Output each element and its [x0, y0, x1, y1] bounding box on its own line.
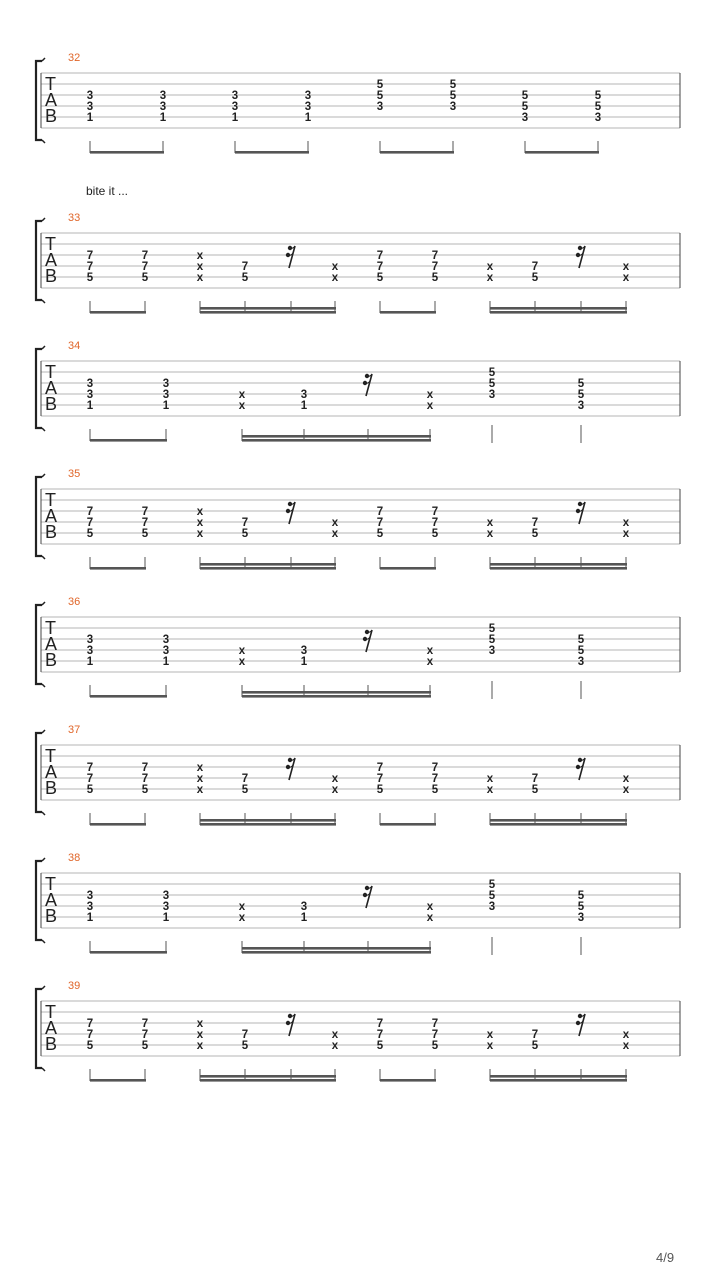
dead-note: x — [331, 1029, 339, 1041]
bracket-hook — [42, 346, 45, 349]
fret-number: 5 — [531, 272, 539, 284]
note-beam — [490, 823, 627, 826]
tab-clef-letter: B — [45, 106, 58, 126]
fret-number: 5 — [376, 79, 384, 91]
note-beam — [490, 1075, 627, 1078]
dead-note: x — [486, 528, 494, 540]
tab-clef-letter: T — [45, 490, 56, 510]
dead-note: x — [196, 1029, 204, 1041]
fret-number: 5 — [531, 1040, 539, 1052]
note-beam — [90, 151, 164, 154]
fret-number: 5 — [577, 645, 585, 657]
note-beam — [380, 567, 436, 570]
note-beam — [200, 819, 336, 822]
fret-number: 5 — [86, 1040, 94, 1052]
dead-note: x — [426, 645, 434, 657]
fret-number: 5 — [376, 784, 384, 796]
bracket-hook — [42, 730, 45, 733]
dead-note: x — [196, 1018, 204, 1030]
fret-number: 7 — [431, 1018, 439, 1030]
dead-note: x — [486, 1040, 494, 1052]
dead-note: x — [196, 762, 204, 774]
fret-number: 5 — [141, 784, 149, 796]
dead-note: x — [238, 912, 246, 924]
fret-number: 7 — [141, 762, 149, 774]
sixteenth-rest — [286, 1014, 295, 1036]
note-beam — [490, 307, 627, 310]
fret-number: 5 — [431, 784, 439, 796]
fret-number: 5 — [431, 272, 439, 284]
measure-number: 38 — [68, 852, 81, 864]
dead-note: x — [196, 517, 204, 529]
fret-number: 7 — [376, 517, 384, 529]
fret-number: 7 — [86, 517, 94, 529]
tab-clef-letter: B — [45, 778, 58, 798]
sixteenth-rest — [286, 758, 295, 780]
dead-note: x — [196, 528, 204, 540]
fret-number: 3 — [300, 901, 308, 913]
bracket-hook — [42, 140, 45, 143]
note-beam — [242, 439, 431, 442]
tab-clef-letter: A — [45, 634, 58, 654]
fret-number: 1 — [86, 400, 94, 412]
fret-number: 5 — [594, 101, 602, 113]
dead-note: x — [196, 506, 204, 518]
tab-clef-letter: A — [45, 506, 58, 526]
fret-number: 7 — [431, 261, 439, 273]
note-beam — [490, 1079, 627, 1082]
fret-number: 3 — [304, 101, 312, 113]
tab-system — [36, 724, 680, 826]
tab-system — [36, 340, 680, 443]
fret-number: 5 — [594, 90, 602, 102]
fret-number: 1 — [162, 912, 170, 924]
fret-number: 3 — [300, 645, 308, 657]
fret-number: 7 — [531, 1029, 539, 1041]
fret-number: 7 — [431, 1029, 439, 1041]
fret-number: 3 — [300, 389, 308, 401]
tab-clef-letter: B — [45, 906, 58, 926]
tab-clef-letter: T — [45, 618, 56, 638]
note-beam — [200, 563, 336, 566]
fret-number: 7 — [86, 261, 94, 273]
tab-clef-letter: A — [45, 1018, 58, 1038]
fret-number: 5 — [241, 1040, 249, 1052]
dead-note: x — [238, 645, 246, 657]
fret-number: 7 — [531, 517, 539, 529]
note-beam — [380, 151, 454, 154]
fret-number: 7 — [141, 773, 149, 785]
fret-number: 7 — [376, 1029, 384, 1041]
sixteenth-rest — [576, 758, 585, 780]
measure-number: 39 — [68, 980, 81, 992]
fret-number: 5 — [521, 101, 529, 113]
tab-clef-letter: A — [45, 250, 58, 270]
fret-number: 3 — [86, 378, 94, 390]
dead-note: x — [622, 517, 630, 529]
dead-note: x — [196, 1040, 204, 1052]
tab-system — [36, 852, 680, 955]
note-beam — [490, 311, 627, 314]
sixteenth-rest — [286, 502, 295, 524]
dead-note: x — [426, 389, 434, 401]
fret-number: 7 — [86, 1018, 94, 1030]
fret-number: 3 — [162, 378, 170, 390]
fret-number: 7 — [86, 506, 94, 518]
sixteenth-rest — [576, 246, 585, 268]
dead-note: x — [196, 261, 204, 273]
tab-clef-letter: A — [45, 762, 58, 782]
fret-number: 5 — [488, 634, 496, 646]
tab-system — [36, 596, 680, 699]
fret-number: 5 — [577, 634, 585, 646]
fret-number: 7 — [431, 506, 439, 518]
fret-number: 1 — [304, 112, 312, 124]
note-beam — [490, 563, 627, 566]
fret-number: 7 — [376, 261, 384, 273]
bracket-hook — [42, 602, 45, 605]
sixteenth-rest — [576, 502, 585, 524]
fret-number: 1 — [231, 112, 239, 124]
dead-note: x — [426, 901, 434, 913]
bracket-hook — [42, 58, 45, 61]
note-beam — [242, 695, 431, 698]
dead-note: x — [486, 773, 494, 785]
tab-system — [36, 980, 680, 1082]
note-beam — [90, 439, 167, 442]
fret-number: 7 — [141, 1029, 149, 1041]
fret-number: 5 — [488, 367, 496, 379]
tab-clef-letter: A — [45, 378, 58, 398]
fret-number: 1 — [159, 112, 167, 124]
fret-number: 3 — [162, 389, 170, 401]
bracket-hook — [42, 858, 45, 861]
fret-number: 3 — [86, 901, 94, 913]
note-beam — [200, 567, 336, 570]
fret-number: 3 — [162, 645, 170, 657]
dead-note: x — [196, 784, 204, 796]
bracket-hook — [42, 1068, 45, 1071]
note-beam — [90, 311, 146, 314]
tab-clef-letter: T — [45, 1002, 56, 1022]
dead-note: x — [486, 261, 494, 273]
dead-note: x — [622, 272, 630, 284]
tab-system — [36, 52, 680, 154]
fret-number: 3 — [488, 645, 496, 657]
measure-number: 32 — [68, 52, 81, 64]
tab-clef-letter: B — [45, 1034, 58, 1054]
lyric-text: bite it ... — [86, 184, 129, 198]
fret-number: 3 — [488, 901, 496, 913]
fret-number: 5 — [86, 528, 94, 540]
fret-number: 7 — [241, 773, 249, 785]
note-beam — [90, 823, 146, 826]
fret-number: 5 — [431, 1040, 439, 1052]
fret-number: 5 — [241, 784, 249, 796]
fret-number: 5 — [531, 528, 539, 540]
fret-number: 5 — [376, 1040, 384, 1052]
fret-number: 5 — [141, 272, 149, 284]
fret-number: 7 — [431, 762, 439, 774]
tab-clef-letter: B — [45, 394, 58, 414]
fret-number: 5 — [241, 528, 249, 540]
measure-number: 36 — [68, 596, 81, 608]
dead-note: x — [486, 1029, 494, 1041]
bracket-hook — [42, 986, 45, 989]
fret-number: 3 — [86, 389, 94, 401]
fret-number: 3 — [162, 890, 170, 902]
fret-number: 7 — [141, 250, 149, 262]
dead-note: x — [196, 773, 204, 785]
tab-system — [36, 468, 680, 570]
page-number: 4/9 — [656, 1250, 675, 1265]
tab-clef-letter: T — [45, 746, 56, 766]
fret-number: 7 — [86, 250, 94, 262]
fret-number: 7 — [531, 261, 539, 273]
fret-number: 3 — [162, 901, 170, 913]
tab-clef-letter: B — [45, 522, 58, 542]
bracket-hook — [42, 556, 45, 559]
note-beam — [242, 691, 431, 694]
fret-number: 7 — [376, 1018, 384, 1030]
fret-number: 7 — [86, 773, 94, 785]
dead-note: x — [238, 901, 246, 913]
fret-number: 1 — [162, 656, 170, 668]
fret-number: 3 — [86, 90, 94, 102]
dead-note: x — [622, 784, 630, 796]
note-beam — [380, 311, 436, 314]
fret-number: 3 — [577, 912, 585, 924]
dead-note: x — [426, 912, 434, 924]
dead-note: x — [238, 389, 246, 401]
tab-clef-letter: T — [45, 362, 56, 382]
dead-note: x — [622, 261, 630, 273]
measure-number: 35 — [68, 468, 81, 480]
fret-number: 3 — [376, 101, 384, 113]
dead-note: x — [622, 1029, 630, 1041]
bracket-hook — [42, 474, 45, 477]
fret-number: 3 — [488, 389, 496, 401]
fret-number: 5 — [488, 890, 496, 902]
fret-number: 5 — [141, 1040, 149, 1052]
dead-note: x — [622, 1040, 630, 1052]
fret-number: 7 — [431, 773, 439, 785]
measure-number: 34 — [68, 340, 81, 352]
measure-number: 33 — [68, 212, 81, 224]
dead-note: x — [331, 272, 339, 284]
tab-clef-letter: T — [45, 234, 56, 254]
fret-number: 3 — [577, 656, 585, 668]
fret-number: 5 — [376, 528, 384, 540]
bracket-hook — [42, 218, 45, 221]
fret-number: 3 — [162, 634, 170, 646]
fret-number: 3 — [86, 645, 94, 657]
fret-number: 5 — [577, 378, 585, 390]
dead-note: x — [331, 528, 339, 540]
tab-clef-letter: T — [45, 74, 56, 94]
fret-number: 7 — [141, 1018, 149, 1030]
fret-number: 7 — [141, 506, 149, 518]
fret-number: 3 — [577, 400, 585, 412]
measure-number: 37 — [68, 724, 81, 736]
fret-number: 7 — [431, 517, 439, 529]
dead-note: x — [426, 400, 434, 412]
fret-number: 5 — [86, 272, 94, 284]
dead-note: x — [622, 773, 630, 785]
note-beam — [242, 947, 431, 950]
note-beam — [242, 951, 431, 954]
fret-number: 3 — [304, 90, 312, 102]
note-beam — [235, 151, 309, 154]
sixteenth-rest — [363, 886, 372, 908]
sixteenth-rest — [363, 374, 372, 396]
tab-clef-letter: A — [45, 890, 58, 910]
tab-clef-letter: B — [45, 266, 58, 286]
dead-note: x — [486, 784, 494, 796]
fret-number: 1 — [300, 656, 308, 668]
fret-number: 5 — [521, 90, 529, 102]
fret-number: 1 — [300, 912, 308, 924]
bracket-hook — [42, 684, 45, 687]
fret-number: 3 — [159, 90, 167, 102]
tab-clef-letter: A — [45, 90, 58, 110]
tab-system — [36, 212, 680, 314]
fret-number: 5 — [488, 879, 496, 891]
fret-number: 7 — [86, 1029, 94, 1041]
note-beam — [200, 311, 336, 314]
bracket-hook — [42, 428, 45, 431]
fret-number: 3 — [449, 101, 457, 113]
note-beam — [525, 151, 599, 154]
note-beam — [200, 823, 336, 826]
fret-number: 7 — [141, 261, 149, 273]
fret-number: 7 — [376, 762, 384, 774]
fret-number: 5 — [376, 90, 384, 102]
fret-number: 5 — [488, 378, 496, 390]
bracket-hook — [42, 300, 45, 303]
fret-number: 7 — [376, 773, 384, 785]
fret-number: 5 — [577, 890, 585, 902]
fret-number: 5 — [141, 528, 149, 540]
dead-note: x — [331, 1040, 339, 1052]
dead-note: x — [331, 773, 339, 785]
fret-number: 3 — [521, 112, 529, 124]
fret-number: 5 — [577, 901, 585, 913]
dead-note: x — [486, 272, 494, 284]
fret-number: 7 — [376, 250, 384, 262]
fret-number: 3 — [86, 634, 94, 646]
note-beam — [490, 567, 627, 570]
note-beam — [242, 435, 431, 438]
note-beam — [380, 823, 436, 826]
note-beam — [200, 307, 336, 310]
fret-number: 3 — [86, 890, 94, 902]
note-beam — [200, 1075, 336, 1078]
fret-number: 7 — [241, 261, 249, 273]
tab-clef-letter: B — [45, 650, 58, 670]
sixteenth-rest — [286, 246, 295, 268]
fret-number: 5 — [376, 272, 384, 284]
fret-number: 5 — [577, 389, 585, 401]
fret-number: 3 — [159, 101, 167, 113]
dead-note: x — [622, 528, 630, 540]
fret-number: 1 — [86, 112, 94, 124]
fret-number: 7 — [431, 250, 439, 262]
fret-number: 1 — [162, 400, 170, 412]
fret-number: 1 — [86, 656, 94, 668]
dead-note: x — [486, 517, 494, 529]
note-beam — [380, 1079, 436, 1082]
fret-number: 5 — [531, 784, 539, 796]
dead-note: x — [331, 261, 339, 273]
fret-number: 7 — [376, 506, 384, 518]
note-beam — [90, 567, 146, 570]
fret-number: 7 — [141, 517, 149, 529]
fret-number: 7 — [241, 1029, 249, 1041]
fret-number: 3 — [231, 101, 239, 113]
fret-number: 7 — [86, 762, 94, 774]
dead-note: x — [426, 656, 434, 668]
dead-note: x — [238, 400, 246, 412]
bracket-hook — [42, 812, 45, 815]
dead-note: x — [331, 784, 339, 796]
fret-number: 3 — [86, 101, 94, 113]
fret-number: 5 — [86, 784, 94, 796]
note-beam — [200, 1079, 336, 1082]
sixteenth-rest — [363, 630, 372, 652]
fret-number: 1 — [300, 400, 308, 412]
note-beam — [90, 695, 167, 698]
fret-number: 3 — [231, 90, 239, 102]
sixteenth-rest — [576, 1014, 585, 1036]
fret-number: 5 — [431, 528, 439, 540]
fret-number: 7 — [241, 517, 249, 529]
dead-note: x — [331, 517, 339, 529]
bracket-hook — [42, 940, 45, 943]
fret-number: 1 — [86, 912, 94, 924]
tab-clef-letter: T — [45, 874, 56, 894]
fret-number: 5 — [449, 90, 457, 102]
dead-note: x — [196, 250, 204, 262]
dead-note: x — [196, 272, 204, 284]
fret-number: 5 — [241, 272, 249, 284]
note-beam — [90, 1079, 146, 1082]
note-beam — [490, 819, 627, 822]
fret-number: 5 — [488, 623, 496, 635]
dead-note: x — [238, 656, 246, 668]
fret-number: 7 — [531, 773, 539, 785]
note-beam — [90, 951, 167, 954]
fret-number: 3 — [594, 112, 602, 124]
fret-number: 5 — [449, 79, 457, 91]
